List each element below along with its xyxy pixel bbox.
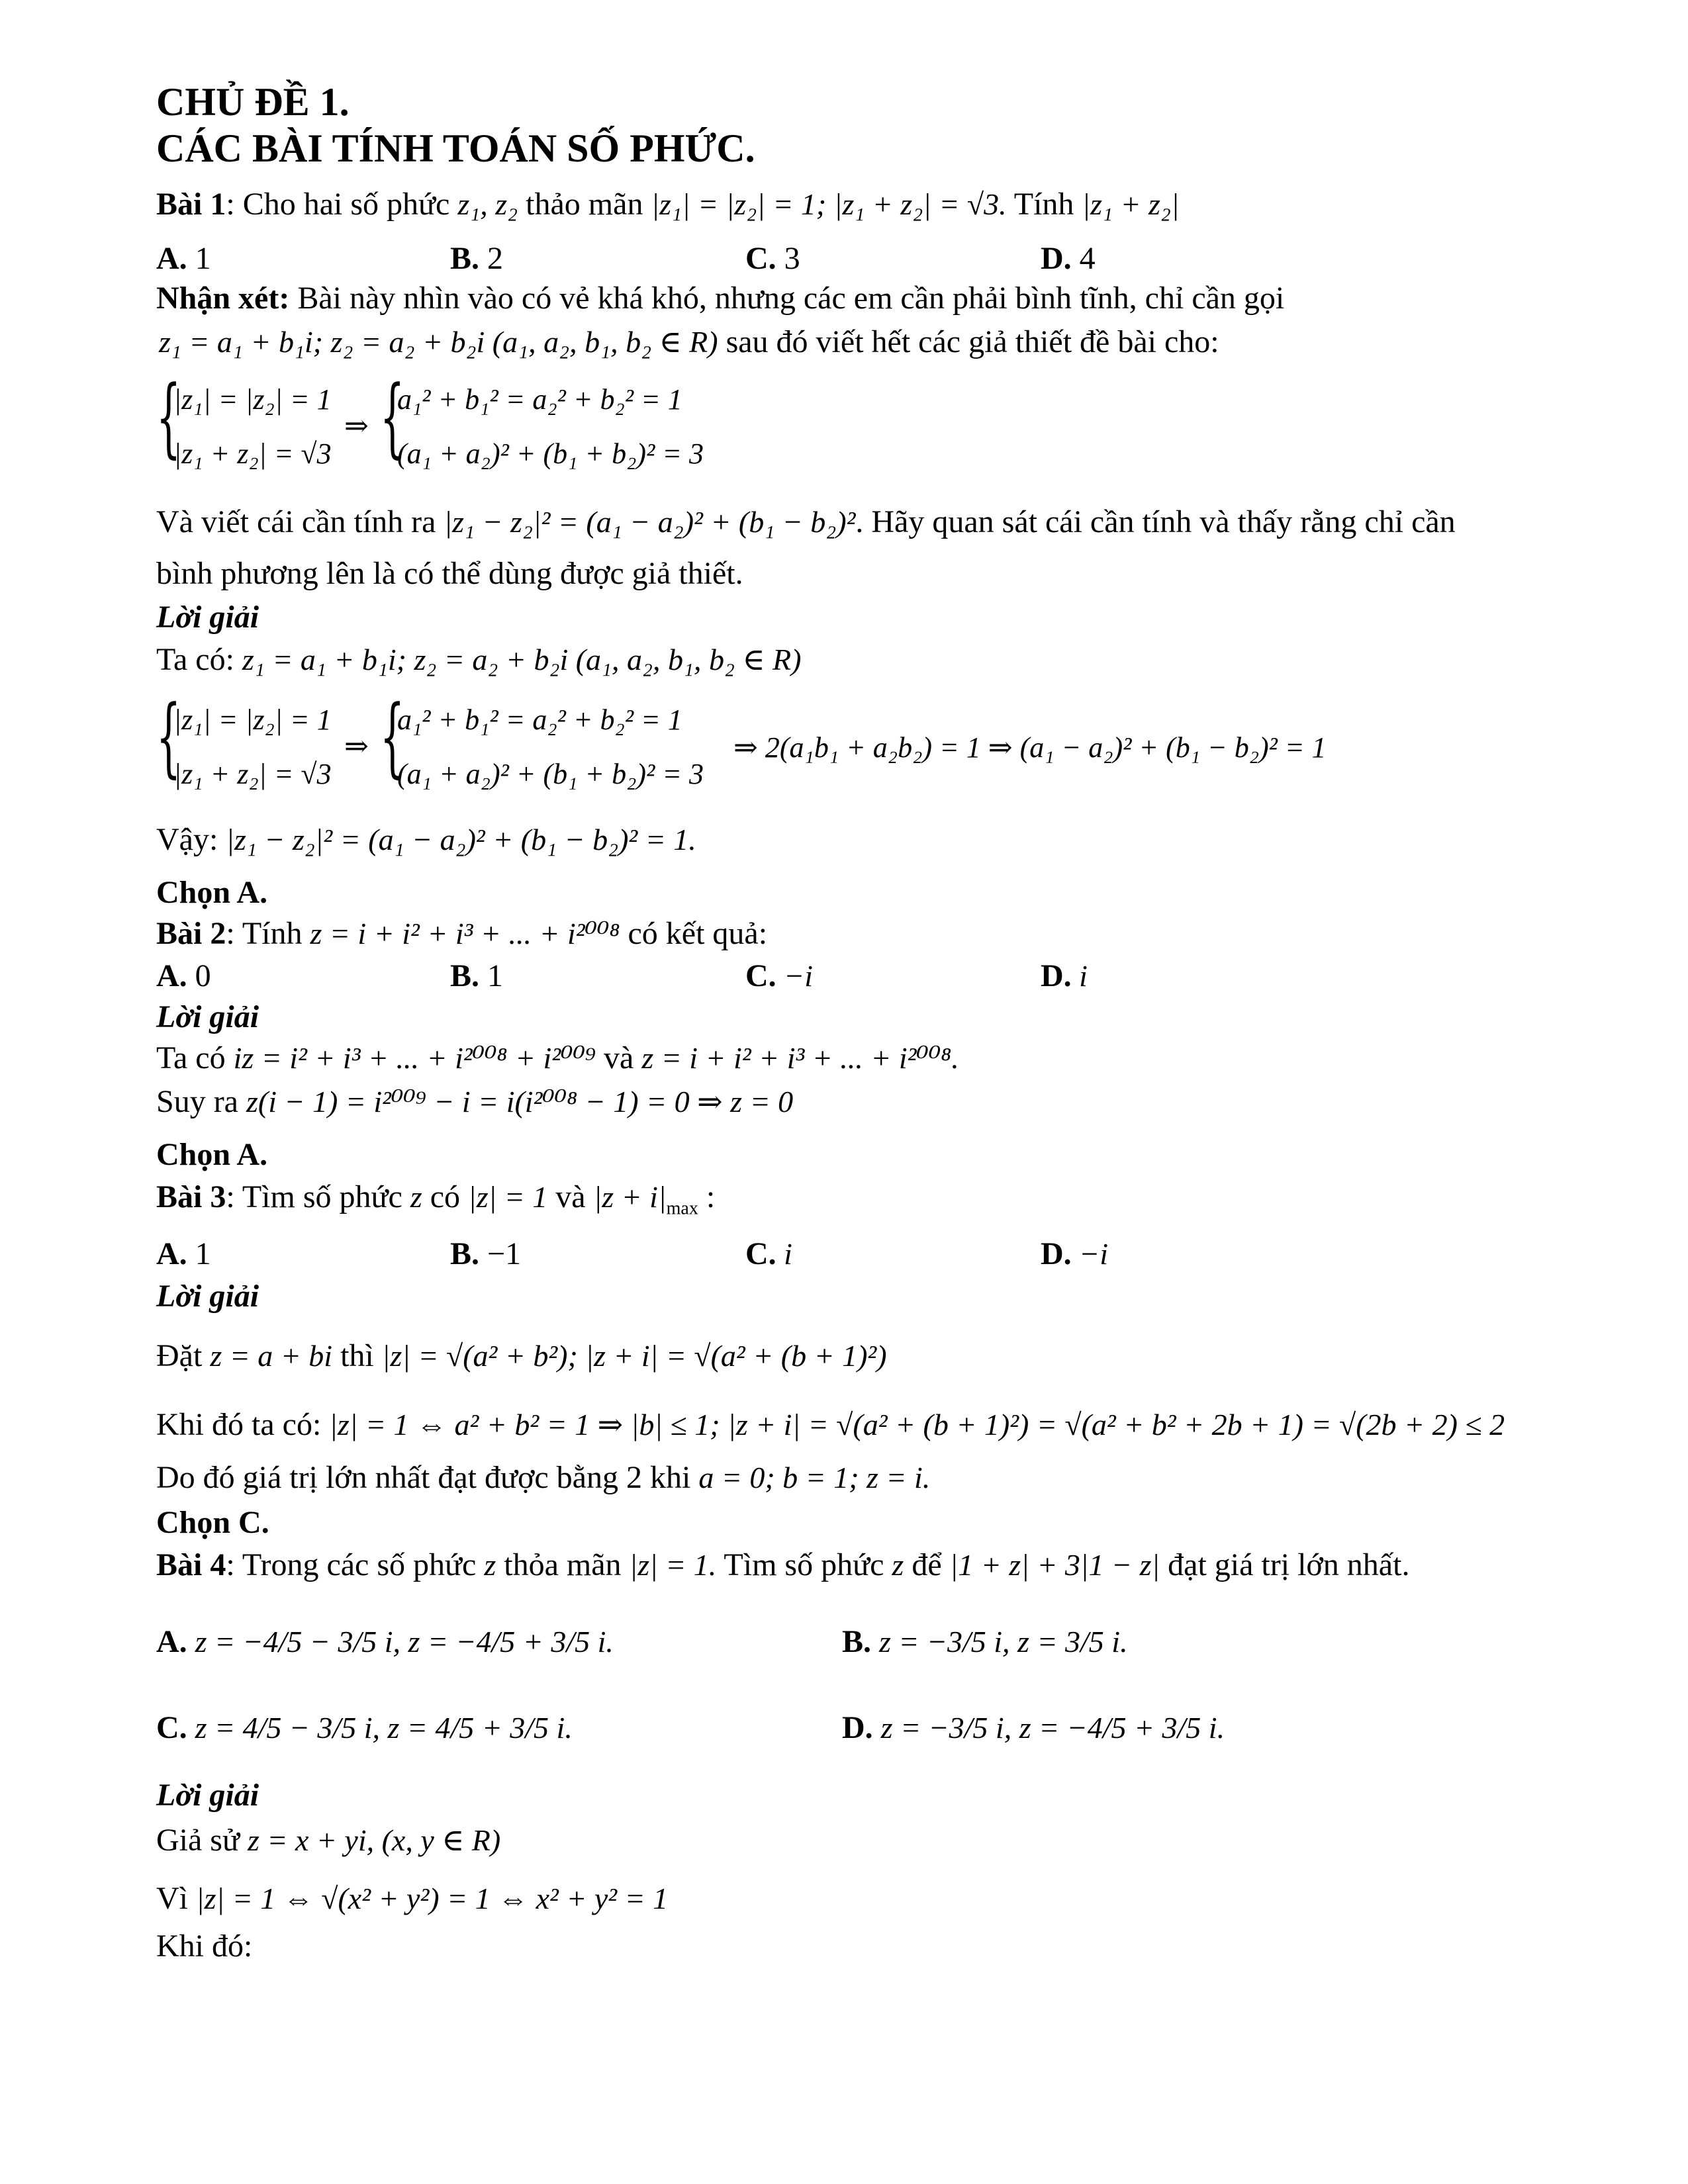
- problem-4-statement: Bài 4: Trong các số phức z thỏa mãn |z| = 1. Tìm số phức z để |1 + z| + 3|1 − z| đạt giá trị lớn nhất.: [156, 1547, 1410, 1582]
- problem-1-target-line2: bình phương lên là có thể dùng được giả thiết.: [156, 556, 743, 591]
- system-2-result2: (a₁ + a₂)² + (b₁ + b₂)² = 3: [397, 758, 704, 790]
- section-subtitle: CÁC BÀI TÍNH TOÁN SỐ PHỨC.: [156, 126, 755, 170]
- problem-2-option-d: D. i: [1041, 958, 1088, 993]
- problem-4-option-c: C. z = 4/5 − 3/5 i, z = 4/5 + 3/5 i.: [156, 1710, 573, 1745]
- problem-3-option-c: C. i: [745, 1236, 792, 1271]
- system-2-result1: a₁² + b₁² = a₂² + b₂² = 1: [397, 704, 682, 736]
- problem-3-option-a: A. 1: [156, 1236, 211, 1271]
- system-2-line1: |z₁| = |z₂| = 1: [173, 704, 332, 736]
- problem-3-statement: Bài 3: Tìm số phức z có |z| = 1 và $|z + i|_{max}$ :: [156, 1179, 716, 1219]
- problem-3-option-b: B. −1: [450, 1236, 522, 1271]
- problem-1-remark: Nhận xét: Bài này nhìn vào có vẻ khá khó, nhưng các em cần phải bình tĩnh, chỉ cần gọi: [156, 281, 1285, 316]
- system-brace-right: {: [380, 367, 405, 467]
- problem-1-final: Vậy: |z₁ − z₂|² = (a₁ − a₂)² + (b₁ − b₂)² = 1.: [156, 822, 696, 857]
- system-1-result2: (a₁ + a₂)² + (b₁ + b₂)² = 3: [397, 437, 704, 470]
- problem-1-option-b: B. 2: [450, 241, 504, 276]
- system-2-arrow: ⇒: [344, 730, 369, 762]
- system-1-arrow: ⇒: [344, 410, 369, 442]
- problem-1-option-d: D. 4: [1041, 241, 1096, 276]
- problem-3-answer: Chọn C.: [156, 1505, 269, 1540]
- problem-1-option-a: A. 1: [156, 241, 211, 276]
- section-title: CHỦ ĐỀ 1.: [156, 80, 350, 124]
- problem-4-solution-line2: Vì |z| = 1 ⇔ √(x² + y²) = 1 ⇔ x² + y² = 1: [156, 1881, 669, 1916]
- problem-1-solution-line1: Ta có: z₁ = a₁ + b₁i; z₂ = a₂ + b₂i (a₁, a₂, b₁, b₂ ∈ R): [156, 642, 802, 677]
- problem-3-option-d: D. −i: [1041, 1236, 1108, 1271]
- problem-1-label: Bài 1: [156, 187, 226, 222]
- system-1-line2: |z₁ + z₂| = √3: [173, 437, 332, 470]
- system-brace-left: {: [156, 367, 181, 467]
- problem-4-solution-heading: Lời giải: [156, 1778, 259, 1813]
- problem-3-solution-line1: Đặt z = a + bi thì |z| = √(a² + b²); |z + i| = √(a² + (b + 1)²): [156, 1338, 887, 1373]
- problem-3-solution-heading: Lời giải: [156, 1279, 259, 1314]
- problem-1-target: Và viết cái cần tính ra |z₁ − z₂|² = (a₁ − a₂)² + (b₁ − b₂)². Hãy quan sát cái cần tính và thấy rằng chỉ cần: [156, 504, 1456, 539]
- problem-1-answer: Chọn A.: [156, 875, 268, 910]
- problem-2-solution-line2: Suy ra z(i − 1) = i²⁰⁰⁹ − i = i(i²⁰⁰⁸ − 1) = 0 ⇒ z = 0: [156, 1084, 794, 1119]
- system-1-line1: |z₁| = |z₂| = 1: [173, 383, 332, 416]
- problem-3-solution-line3: Do đó giá trị lớn nhất đạt được bằng 2 khi a = 0; b = 1; z = i.: [156, 1460, 931, 1495]
- problem-4-solution-line1: Giả sử z = x + yi, (x, y ∈ R): [156, 1823, 501, 1858]
- system-2-conclusion: ⇒ 2(a₁b₁ + a₂b₂) = 1 ⇒ (a₁ − a₂)² + (b₁ − b₂)² = 1: [733, 731, 1327, 764]
- system2-brace-left: {: [156, 686, 181, 787]
- problem-4-option-d: D. z = −3/5 i, z = −4/5 + 3/5 i.: [842, 1710, 1225, 1745]
- problem-2-solution-line1: Ta có iz = i² + i³ + ... + i²⁰⁰⁸ + i²⁰⁰⁹ và z = i + i² + i³ + ... + i²⁰⁰⁸.: [156, 1040, 959, 1075]
- problem-1-statement: Bài 1: Cho hai số phức z₁, z₂ thảo mãn |z₁| = |z₂| = 1; |z₁ + z₂| = √3. Tính |z₁ + z₂|: [156, 187, 1180, 222]
- problem-1-remark-line2: z₁ = a₁ + b₁i; z₂ = a₂ + b₂i (a₁, a₂, b₁, b₂ ∈ R) sau đó viết hết các giả thiết đề bài cho:: [159, 324, 1219, 359]
- problem-4-option-b: B. z = −3/5 i, z = 3/5 i.: [842, 1624, 1128, 1659]
- problem-2-statement: Bài 2: Tính z = i + i² + i³ + ... + i²⁰⁰⁸ có kết quả:: [156, 916, 768, 951]
- problem-2-option-a: A. 0: [156, 958, 211, 993]
- problem-1-solution-heading: Lời giải: [156, 600, 259, 635]
- problem-2-answer: Chọn A.: [156, 1137, 268, 1172]
- problem-2-solution-heading: Lời giải: [156, 999, 259, 1034]
- problem-2-option-b: B. 1: [450, 958, 504, 993]
- system-2-line2: |z₁ + z₂| = √3: [173, 758, 332, 790]
- problem-1-option-c: C. 3: [745, 241, 800, 276]
- problem-4-option-a: A. z = −4/5 − 3/5 i, z = −4/5 + 3/5 i.: [156, 1624, 614, 1659]
- problem-2-option-c: C. −i: [745, 958, 813, 993]
- system-1-result1: a₁² + b₁² = a₂² + b₂² = 1: [397, 383, 682, 416]
- system2-brace-right: {: [380, 686, 405, 787]
- problem-4-solution-line3: Khi đó:: [156, 1929, 253, 1964]
- problem-3-solution-line2: Khi đó ta có: |z| = 1 ⇔ a² + b² = 1 ⇒ |b| ≤ 1; |z + i| = √(a² + (b + 1)²) = √(a² + b² + 2b + 1) = √(2b + 2) ≤ 2: [156, 1407, 1505, 1442]
